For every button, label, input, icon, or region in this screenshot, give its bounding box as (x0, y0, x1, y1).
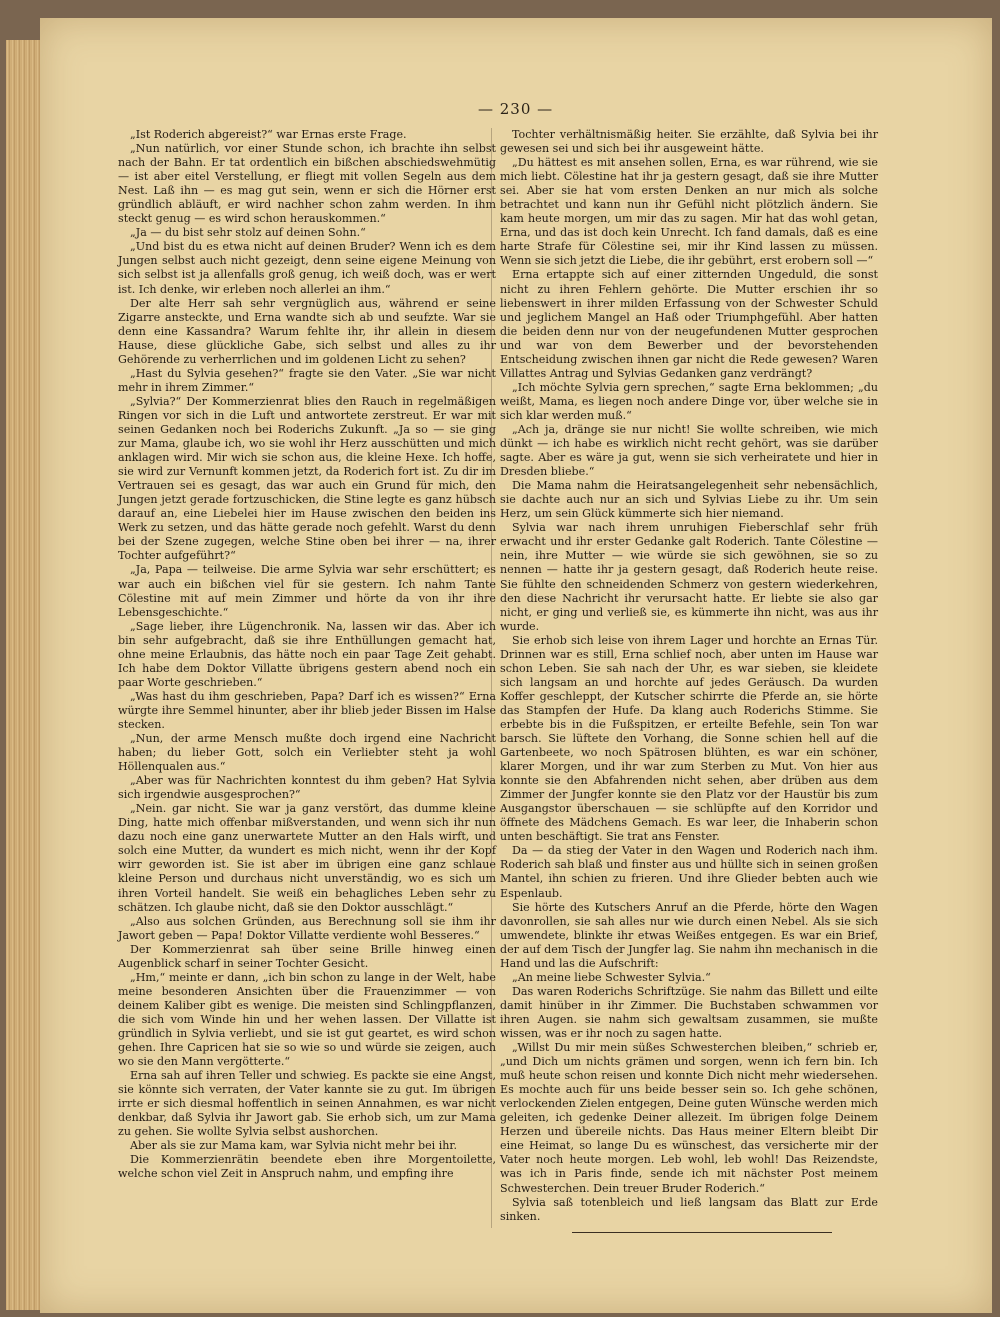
paragraph: Der alte Herr sah sehr vergnüglich aus, während er seine Zigarre ansteckte, und Erna wandte sich ab und seufzte. War sie denn eine Kassandra? Warum fehlte ihr, ihr allein in diesem Hause, diese glückliche Gabe, sich selbst und alles zu ihr Gehörende zu verherrlichen und im goldenen Licht zu sehen? (118, 296, 496, 366)
paragraph: „Ist Roderich abgereist?“ war Ernas erste Frage. (130, 128, 407, 141)
paragraph: „Sylvia?“ Der Kommerzienrat blies den Rauch in regelmäßigen Ringen vor sich in die Luft und antwortete zerstreut. Er war mit seinen Gedanken noch bei Roderichs Zukunft. „Ja so — sie ging zur Mama, glaube ich, wo sie wohl ihr Herz ausschütten und mich anklagen wird. Mir wich sie schon aus, die kleine Hexe. Ich hoffe, sie wird zur Vernunft kommen jetzt, da Roderich fort ist. Zu dir im Vertrauen sei es gesagt, das war auch ein Grund für mich, den Jungen jetzt gerade fortzuschicken, die Stine legte es ganz hübsch darauf an, eine Liebelei hier im Hause zwischen den beiden ins Werk zu setzen, und das hätte gerade noch gefehlt. Warst du denn bei der Szene zugegen, welche Stine oben bei ihrer — na, ihrer Tochter aufgeführt?“ (118, 394, 496, 563)
paragraph: „Aber was für Nachrichten konntest du ihm geben? Hat Sylvia sich irgendwie ausgesprochen?“ (118, 774, 496, 802)
right-column (500, 128, 878, 1224)
paragraph: „An meine liebe Schwester Sylvia.“ (512, 970, 711, 984)
paragraph: „Was hast du ihm geschrieben, Papa? Darf ich es wissen?“ Erna würgte ihre Semmel hinunter, aber ihr blieb jeder Bissen im Halse stecken. (118, 689, 496, 731)
paragraph: „Ich möchte Sylvia gern sprechen,“ sagte Erna beklommen; „du weißt, Mama, es liegen noch andere Dinge vor, über welche sie in sich klar werden muß.“ (500, 380, 878, 422)
paragraph: Sylvia war nach ihrem unruhigen Fieberschlaf sehr früh erwacht und ihr erster Gedanke galt Roderich. Tante Cölestine — nein, ihre Mutter — wie würde sie sich gewöhnen, sie so zu nennen — hatte ihr ja gestern gesagt, daß Roderich heute reise. Sie fühlte den schneidenden Schmerz von gestern wiederkehren, den diese Nachricht ihr verursacht hatte. Er liebte sie also gar nicht, er ging und verließ sie, es kümmerte ihn nicht, was aus ihr wurde. (500, 521, 878, 633)
paragraph: „Also aus solchen Gründen, aus Berechnung soll sie ihm ihr Jawort geben — Papa! Doktor Villatte verdiente wohl Besseres.“ (118, 914, 496, 942)
paragraph: „Hm,“ meinte er dann, „ich bin schon zu lange in der Welt, habe meine besonderen Ansichten über die Frauenzimmer — von deinem Kaliber gibt es wenige. Die meisten sind Schlingpflanzen, die sich vom Winde hin und her wehen lassen. Der Villatte ist gründlich in Sylvia verliebt, und sie ist gut geartet, es wird schon gehen. Ihre Capricen hat sie so wie so und würde sie zeigen, auch wo sie den Mann vergötterte.“ (118, 970, 496, 1069)
column-divider (491, 128, 492, 1228)
paragraph: „Nein. gar nicht. Sie war ja ganz verstört, das dumme kleine Ding, hatte mich offenbar mißverstanden, und wenn sich ihr nun dazu noch eine ganz unerwartete Mutter an den Hals wirft, und solch eine Mutter, da wundert es mich nicht, wenn ihr der Kopf wirr geworden ist. Sie ist aber im übrigen eine ganz schlaue kleine Person und durchaus nicht unverständig, wo es sich um ihren Vorteil handelt. Sie weiß ein behagliches Leben sehr zu schätzen. Ich glaube nicht, daß sie den Doktor ausschlägt.“ (118, 802, 496, 914)
paragraph: Sie erhob sich leise von ihrem Lager und horchte an Ernas Tür. Drinnen war es still, Erna schlief noch, aber unten im Hause war schon Leben. Sie sah nach der Uhr, es war sieben, sie kleidete sich langsam an und horchte auf jedes Geräusch. Da wurden Koffer geschleppt, der Kutscher schirrte die Pferde an, sie hörte das Stampfen der Hufe. Da klang auch Roderichs Stimme. Sie erbebte bis in die Fußspitzen, er erteilte Befehle, sein Ton war barsch. Sie lüftete den Vorhang, die Sonne schien hell auf die Gartenbeete, wo noch Spätrosen blühten, es war ein schöner, klarer Morgen, und ihr war zum Sterben zu Mut. Von hier aus konnte sie den Abfahrenden nicht sehen, aber drüben aus dem Zimmer der Jungfer konnte sie den Platz vor der Haustür bis zum Ausgangstor überschauen — sie schlüpfte auf den Korridor und öffnete des Mädchens Gemach. Es war leer, die Inhaberin schon unten beschäftigt. Sie trat ans Fenster. (500, 633, 878, 844)
paragraph: „Du hättest es mit ansehen sollen, Erna, es war rührend, wie sie mich liebt. Cölestine hat ihr ja gestern gesagt, daß sie ihre Mutter sei. Aber sie hat vom ersten Denken an nur mich als solche betrachtet und kann nun ihr Gefühl nicht plötzlich ändern. Sie kam heute morgen, um mir das zu sagen. Mir hat das wohl getan, Erna, und das ist doch kein Unrecht. Ich fand damals, daß es eine harte Strafe für Cölestine sei, mir ihr Kind lassen zu müssen. Wenn sie sich jetzt die Liebe, die ihr gebührt, erst erobern soll —“ (500, 156, 878, 268)
left-column (118, 128, 496, 1182)
paragraph: „Ja, Papa — teilweise. Die arme Sylvia war sehr erschüttert; es war auch ein bißchen viel für sie gestern. Ich nahm Tante Cölestine mit auf mein Zimmer und hörte da von ihr ihre Lebensgeschichte.“ (118, 563, 496, 619)
paragraph: „Sage lieber, ihre Lügenchronik. Na, lassen wir das. Aber ich bin sehr aufgebracht, daß sie ihre Enthüllungen gemacht hat, ohne meine Erlaubnis, das hätte noch ein paar Tage Zeit gehabt. Ich habe dem Doktor Villatte übrigens gestern abend noch ein paar Worte geschrieben.“ (118, 619, 496, 689)
paragraph: Sylvia saß totenbleich und ließ langsam das Blatt zur Erde sinken. (500, 1195, 878, 1223)
paragraph: Der Kommerzienrat sah über seine Brille hinweg einen Augenblick scharf in seiner Tochter Gesicht. (118, 942, 496, 970)
paragraph: Aber als sie zur Mama kam, war Sylvia nicht mehr bei ihr. (130, 1139, 458, 1153)
paragraph: Da — da stieg der Vater in den Wagen und Roderich nach ihm. Roderich sah blaß und finster aus und hüllte sich in seinen großen Mantel, ihn schien zu frieren. Und ihre Glieder bebten auch wie Espenlaub. (500, 844, 878, 900)
paragraph: „Nun, der arme Mensch mußte doch irgend eine Nachricht haben; du lieber Gott, solch ein Verliebter steht ja wohl Höllenqualen aus.“ (118, 732, 496, 774)
end-rule (572, 1232, 832, 1233)
paragraph: Tochter verhältnismäßig heiter. Sie erzählte, daß Sylvia bei ihr gewesen sei und sich bei ihr ausgeweint hätte. (500, 128, 878, 156)
page-number: — 230 — (478, 100, 554, 118)
paragraph: Die Kommerzienrätin beendete eben ihre Morgentoilette, welche schon viel Zeit in Anspruch nahm, und empfing ihre (118, 1153, 496, 1181)
paragraph: „Hast du Sylvia gesehen?“ fragte sie den Vater. „Sie war nicht mehr in ihrem Zimmer.“ (118, 366, 496, 394)
paragraph: „Und bist du es etwa nicht auf deinen Bruder? Wenn ich es dem Jungen selbst auch nicht gezeigt, denn seine eigene Meinung von sich selbst ist ja allenfalls groß genug, ich weiß doch, was er wert ist. Ich denke, wir erleben noch allerlei an ihm.“ (118, 240, 496, 296)
paragraph: Sie hörte des Kutschers Anruf an die Pferde, hörte den Wagen davonrollen, sie sah alles nur wie durch einen Nebel. Als sie sich umwendete, blinkte ihr etwas Weißes entgegen. Es war ein Brief, der auf dem Tisch der Jungfer lag. Sie nahm ihn mechanisch in die Hand und las die Aufschrift: (500, 900, 878, 970)
paragraph: „Ja — du bist sehr stolz auf deinen Sohn.“ (130, 226, 366, 240)
paragraph: Erna ertappte sich auf einer zitternden Ungeduld, die sonst nicht zu ihren Fehlern gehörte. Die Mutter erschien ihr so liebenswert in ihrer milden Erfassung von der Schwester Schuld und jeglichem Mangel an Haß oder Triumphgefühl. Aber hatten die beiden denn nur von der neugefundenen Mutter gesprochen und war von dem Bewerber und der bevorstehenden Entscheidung zwischen ihnen gar nicht die Rede gewesen? Waren Villattes Antrag und Sylvias Gedanken ganz verdrängt? (500, 268, 878, 380)
paragraph: „Willst Du mir mein süßes Schwesterchen bleiben,“ schrieb er, „und Dich um nichts grämen und sorgen, wenn ich fern bin. Ich muß heute schon reisen und konnte Dich nicht mehr wiedersehen. Es mochte auch für uns beide besser sein so. Ich gehe schönen, verlockenden Zielen entgegen, Deine guten Wünsche werden mich geleiten, ich gedenke Deiner allezeit. Im übrigen folge Deinem Herzen und übereile nichts. Das Haus meiner Eltern bleibt Dir eine Heimat, so lange Du es wünschest, das versicherte mir der Vater noch heute morgen. Leb wohl, leb wohl! Das Reizendste, was ich in Paris finde, sende ich mit nächster Post meinem Schwesterchen. Dein treuer Bruder Roderich.“ (500, 1041, 878, 1195)
paragraph: Das waren Roderichs Schriftzüge. Sie nahm das Billett und eilte damit hinüber in ihr Zimmer. Die Buchstaben schwammen vor ihren Augen. sie nahm sich gewaltsam zusammen, sie mußte wissen, was er ihr noch zu sagen hatte. (500, 984, 878, 1040)
paragraph: Erna sah auf ihren Teller und schwieg. Es packte sie eine Angst, sie könnte sich verraten, der Vater kannte sie zu gut. Im übrigen irrte er sich diesmal hoffentlich in seinen Annahmen, es war nicht denkbar, daß Sylvia ihr Jawort gab. Sie erhob sich, um zur Mama zu gehen. Sie wollte Sylvia selbst aushorchen. (118, 1069, 496, 1139)
paragraph: „Ach ja, dränge sie nur nicht! Sie wollte schreiben, wie mich dünkt — ich habe es wirklich nicht recht gehört, was sie darüber sagte. Aber es wäre ja gut, wenn sie sich verheiratete und hier in Dresden bliebe.“ (500, 422, 878, 479)
paragraph: „Nun natürlich, vor einer Stunde schon, ich brachte ihn selbst nach der Bahn. Er tat ordentlich ein bißchen abschiedswehmütig — ist aber eitel Verstellung, er fliegt mit vollen Segeln aus dem Nest. Laß ihn — es mag gut sein, wenn er sich die Hörner erst gründlich abläuft, er wird nachher schon zahm werden. In ihm steckt genug — es wird schon herauskommen.“ (118, 142, 496, 226)
paragraph: Die Mama nahm die Heiratsangelegenheit sehr nebensächlich, sie dachte auch nur an sich und Sylvias Liebe zu ihr. Um sein Herz, um sein Glück kümmerte sich hier niemand. (500, 479, 878, 521)
